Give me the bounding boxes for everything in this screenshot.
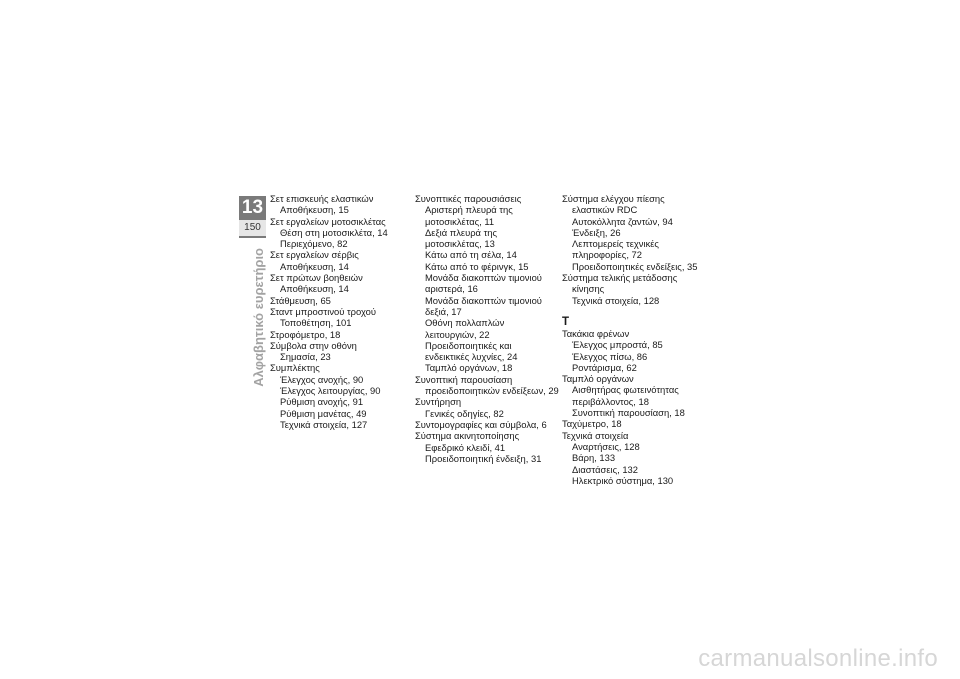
- index-subentry: ενδεικτικές λυχνίες, 24: [425, 351, 518, 363]
- index-entry: Συνοπτικές παρουσιάσεις: [415, 193, 522, 204]
- index-subentry: Αποθήκευση, 14: [280, 260, 349, 272]
- index-subentry: Έλεγχος πίσω, 86: [572, 350, 648, 362]
- index-subentry: προειδοποιητικών ενδείξεων, 29: [425, 385, 559, 397]
- index-subentry: Αποθήκευση, 15: [280, 204, 349, 216]
- index-subentry: Ροντάρισμα, 62: [572, 361, 637, 373]
- index-subentry: Τοποθέτηση, 101: [280, 317, 352, 329]
- index-subentry: Τεχνικά στοιχεία, 127: [280, 418, 368, 430]
- index-entry: Σταντ μπροστινού τροχού: [270, 305, 376, 317]
- index-subentry: δεξιά, 17: [425, 305, 462, 317]
- index-subentry: μοτοσικλέτας, 11: [425, 215, 495, 227]
- index-subentry: Συνοπτική παρουσίαση, 18: [572, 407, 685, 419]
- index-entry: Ταχύμετρο, 18: [562, 418, 622, 430]
- index-entry: Σετ εργαλείων μοτοσικλέτας: [270, 215, 386, 227]
- index-entry: Σύστημα τελικής μετάδοσης: [562, 272, 678, 284]
- index-entry: Σύμβολα στην οθόνη: [270, 339, 357, 351]
- index-column-3: [562, 193, 712, 486]
- page-number: 150: [239, 220, 266, 236]
- index-subentry: λειτουργιών, 22: [425, 328, 490, 340]
- chapter-number: 13: [241, 197, 264, 218]
- index-entry: Τακάκια φρένων: [562, 327, 630, 339]
- index-subentry: Προειδοποιητικές και: [425, 339, 512, 351]
- index-entry: Σύστημα ακινητοποίησης: [415, 430, 520, 442]
- index-subentry: περιβάλλοντος, 18: [572, 395, 649, 407]
- chapter-title: Αλφαβητικό ευρετήριο: [251, 248, 266, 387]
- index-subentry: Αισθητήρας φωτεινότητας: [572, 384, 679, 396]
- index-subentry: Σημασία, 23: [280, 351, 331, 363]
- index-subentry: κίνησης: [572, 283, 605, 295]
- index-entry: Στάθμευση, 65: [270, 294, 331, 306]
- index-subentry: Έλεγχος ανοχής, 90: [280, 373, 364, 385]
- index-entry: Συνοπτική παρουσίαση: [415, 373, 513, 385]
- index-subentry: Κάτω από τη σέλα, 14: [425, 249, 517, 261]
- index-entry: Τεχνικά στοιχεία: [562, 429, 629, 441]
- index-subentry: Θέση στη μοτοσικλέτα, 14: [280, 226, 388, 238]
- index-subentry: Μονάδα διακοπτών τιμονιού: [425, 294, 542, 306]
- index-entry: Συμπλέκτης: [270, 362, 320, 374]
- index-subentry: Ένδειξη, 26: [572, 226, 621, 238]
- index-subentry: Οθόνη πολλαπλών: [425, 317, 505, 329]
- index-subentry: Λεπτομερείς τεχνικές: [572, 238, 659, 250]
- index-subentry: Ρύθμιση ανοχής, 91: [280, 396, 364, 408]
- index-subentry: Εφεδρικό κλειδί, 41: [425, 441, 506, 453]
- index-subentry: Διαστάσεις, 132: [572, 463, 638, 475]
- index-subentry: Έλεγχος λειτουργίας, 90: [280, 385, 381, 397]
- index-subentry: Περιεχόμενο, 82: [280, 238, 348, 250]
- index-subentry: Γενικές οδηγίες, 82: [425, 407, 504, 419]
- index-subentry: Αριστερή πλευρά της: [425, 204, 513, 216]
- index-subentry: ελαστικών RDC: [572, 204, 638, 216]
- index-column-1: [270, 193, 420, 430]
- index-subentry: Ταμπλό οργάνων, 18: [425, 362, 513, 374]
- index-subentry: Αποθήκευση, 14: [280, 283, 349, 295]
- index-subentry: μοτοσικλέτας, 13: [425, 238, 495, 250]
- index-subentry: Αυτοκόλλητα ζαντών, 94: [572, 215, 673, 227]
- index-entry: Στροφόμετρο, 18: [270, 328, 341, 340]
- index-entry: Ταμπλό οργάνων: [562, 373, 634, 385]
- index-entry: Σετ επισκευής ελαστικών: [270, 193, 374, 204]
- index-entry: Συντήρηση: [415, 396, 462, 408]
- index-subentry: Κάτω από το φέρινγκ, 15: [425, 260, 529, 272]
- index-subentry: Βάρη, 133: [572, 452, 616, 464]
- watermark: carmanualsonline.info: [698, 645, 938, 672]
- index-entry: Σετ πρώτων βοηθειών: [270, 272, 363, 284]
- index-entry: Σετ εργαλείων σέρβις: [270, 249, 359, 261]
- index-subentry: πληροφορίες, 72: [572, 249, 642, 261]
- index-subentry: Προειδοποιητικές ενδείξεις, 35: [572, 260, 698, 272]
- index-entry: Συντομογραφίες και σύμβολα, 6: [415, 418, 547, 430]
- index-subentry: αριστερά, 16: [425, 283, 478, 295]
- index-subentry: Προειδοποιητική ένδειξη, 31: [425, 452, 542, 464]
- index-subentry: Δεξιά πλευρά της: [425, 226, 498, 238]
- chapter-tab: [239, 196, 266, 238]
- index-subentry: Ρύθμιση μανέτας, 49: [280, 407, 367, 419]
- index-subentry: Έλεγχος μπροστά, 85: [572, 339, 663, 351]
- index-subentry: Μονάδα διακοπτών τιμονιού: [425, 272, 542, 284]
- index-subentry: Τεχνικά στοιχεία, 128: [572, 294, 660, 306]
- index-letter-heading: Τ: [562, 315, 570, 328]
- index-column-2: [415, 193, 565, 464]
- index-entry: Σύστημα ελέγχου πίεσης: [562, 193, 665, 204]
- index-subentry: Ηλεκτρικό σύστημα, 130: [572, 474, 674, 486]
- index-subentry: Αναρτήσεις, 128: [572, 440, 640, 452]
